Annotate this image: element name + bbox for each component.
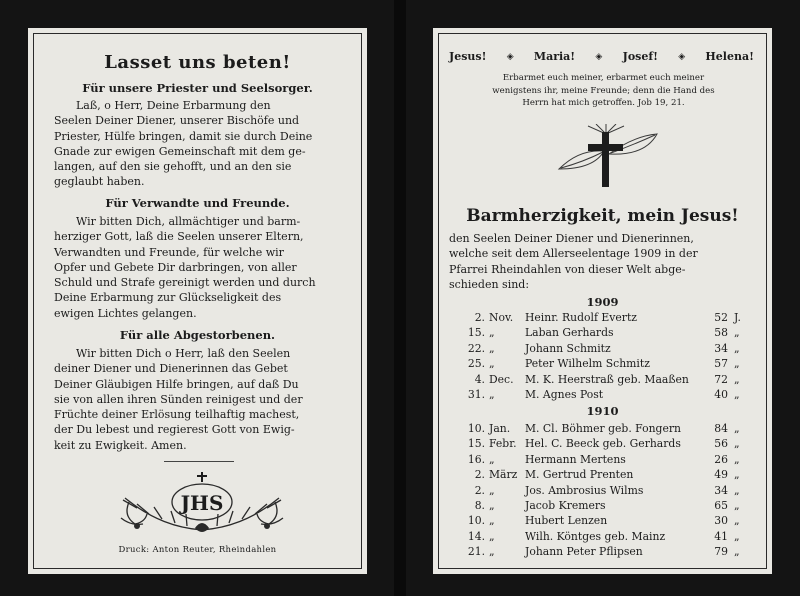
prayer-departed: Wir bitten Dich o Herr, laß den Seelen deiner Diener und Dienerinnen das Gebet Deiner Gläubigen Hilfe bringen, auf daß Du sie von allen ihren Sünden reinigest und der Früchte deiner Erlösung teilhaftig machest, der Du lebest und regierest Gott von Ewig- keit zu Ewigkeit. Amen. — [54, 347, 303, 452]
entry-name: M. K. Heerstraß geb. Maaßen — [525, 372, 689, 386]
entry-unit: „ — [734, 545, 740, 559]
entry-age: 57 — [714, 357, 728, 371]
deceased-entry — [445, 452, 756, 467]
deceased-entry — [445, 467, 756, 482]
entry-age: 84 — [714, 422, 728, 435]
entry-month: „ — [489, 387, 495, 401]
entry-name: M. Cl. Böhmer geb. Fongern — [525, 422, 681, 435]
deceased-entry — [445, 529, 756, 544]
entry-age: 34 — [714, 341, 728, 355]
deceased-entry — [445, 387, 756, 402]
entry-month: „ — [489, 357, 495, 371]
invocation-helena: Helena! — [705, 50, 754, 63]
entry-name: Wilh. Köntges geb. Mainz — [525, 529, 666, 543]
entry-unit: „ — [734, 387, 740, 401]
section-heading-departed: Für alle Abgestorbenen. — [119, 328, 276, 342]
entry-age: 26 — [714, 452, 728, 466]
entry-day: 22. — [467, 341, 485, 355]
entry-unit: J. — [734, 311, 741, 324]
entry-age: 79 — [714, 545, 728, 559]
entry-day: 2. — [474, 311, 485, 324]
deceased-entry — [445, 513, 756, 528]
entry-unit: „ — [734, 372, 740, 386]
entry-age: 65 — [714, 498, 728, 512]
deceased-entry — [445, 483, 756, 498]
entry-name: Peter Wilhelm Schmitz — [525, 357, 650, 371]
entry-day: 2. — [474, 483, 485, 497]
scripture-quote: Erbarmet euch meiner, erbarmet euch meiner wenigstens ihr, meine Freunde; denn die Hand des Herrn hat mich getroffen. Job 19, 21. — [492, 73, 715, 108]
entry-age: 58 — [714, 326, 728, 340]
entry-name: M. Gertrud Prenten — [525, 468, 634, 482]
entry-age: 30 — [714, 514, 728, 528]
right-page-frame — [438, 33, 767, 569]
year-heading-1910: 1910 — [586, 404, 619, 418]
deceased-entry — [445, 356, 756, 371]
entry-month: Nov. — [489, 311, 514, 324]
entry-unit: „ — [734, 529, 740, 543]
entry-unit: „ — [734, 514, 740, 528]
entry-name: Johann Peter Pflipsen — [525, 545, 643, 559]
entry-month: Febr. — [489, 437, 517, 451]
entry-unit: „ — [734, 357, 740, 371]
entry-day: 10. — [467, 422, 485, 435]
entry-month: „ — [489, 326, 495, 340]
entry-day: 8. — [474, 498, 485, 512]
invocation-maria: Maria! — [533, 50, 576, 63]
diamond-ornament-icon: ◈ — [506, 51, 514, 62]
card-fold — [394, 0, 406, 596]
invocation-jesus: Jesus! — [449, 50, 487, 63]
entry-day: 14. — [467, 529, 485, 543]
entry-name: Johann Schmitz — [525, 341, 611, 355]
entry-age: 72 — [714, 372, 728, 386]
prayer-relatives: Wir bitten Dich, allmächtiger und barm- herziger Gott, laß die Seelen unserer Eltern, Verwandten und Freunde, für welche wir Opfer und Gebete Dir darbringen, von aller Schuld und Strafe gereinigt werden und durch Deine Erbarmung zur Glückseligkeit des ewigen Lichtes gelangen. — [54, 215, 316, 320]
entry-name: Jos. Ambrosius Wilms — [525, 483, 644, 497]
entry-name: Jacob Kremers — [525, 498, 606, 512]
invocation-row — [449, 50, 754, 63]
entry-age: 40 — [714, 387, 728, 401]
entry-name: Hel. C. Beeck geb. Gerhards — [525, 437, 681, 451]
entry-day: 31. — [467, 387, 485, 401]
entry-unit: „ — [734, 498, 740, 512]
entry-age: 49 — [714, 468, 728, 482]
printer-credit: Druck: Anton Reuter, Rheindahlen — [118, 545, 277, 555]
deceased-entry — [445, 421, 756, 436]
left-page-frame — [33, 33, 362, 569]
entry-age: 34 — [714, 483, 728, 497]
prayer-priests: Laß, o Herr, Deine Erbarmung den Seelen Deiner Diener, unserer Bischöfe und Priester, Hülfe bringen, damit sie durch Deine Gnade zur ewigen Gemeinschaft mit dem ge- langen, auf den sie gehofft, und an den sie geglaubt haben. — [54, 99, 313, 189]
diamond-ornament-icon: ◈ — [678, 51, 686, 62]
deceased-list-1910 — [445, 421, 756, 560]
entry-month: „ — [489, 498, 495, 512]
entry-unit: „ — [734, 483, 740, 497]
entry-day: 21. — [467, 545, 485, 559]
entry-month: „ — [489, 545, 495, 559]
invocation-josef: Josef! — [622, 50, 658, 63]
entry-age: 41 — [714, 529, 728, 543]
entry-name: Heinr. Rudolf Evertz — [525, 311, 637, 324]
deceased-list-1909 — [445, 310, 756, 402]
entry-month: „ — [489, 452, 495, 466]
deceased-entry — [445, 544, 756, 559]
entry-month: „ — [489, 483, 495, 497]
entry-name: M. Agnes Post — [525, 387, 604, 401]
deceased-entry — [445, 436, 756, 451]
deceased-entry — [445, 372, 756, 387]
entry-name: Hubert Lenzen — [525, 514, 608, 528]
entry-month: „ — [489, 514, 495, 528]
entry-day: 15. — [467, 437, 485, 451]
entry-unit: „ — [734, 437, 740, 451]
entry-month: Jan. — [489, 422, 511, 435]
deceased-entry — [445, 498, 756, 513]
entry-unit: „ — [734, 326, 740, 340]
entry-month: März — [489, 468, 518, 482]
entry-day: 15. — [467, 326, 485, 340]
entry-day: 2. — [474, 468, 485, 482]
right-page — [433, 28, 772, 574]
entry-age: 56 — [714, 437, 728, 451]
entry-name: Hermann Mertens — [525, 452, 626, 466]
entry-unit: „ — [734, 468, 740, 482]
cross-with-palm-icon — [549, 124, 664, 189]
year-heading-1909: 1909 — [586, 295, 619, 309]
entry-age: 52 — [714, 311, 728, 324]
entry-name: Laban Gerhards — [525, 326, 614, 340]
jhs-monogram: JHS — [180, 491, 224, 515]
entry-unit: „ — [734, 341, 740, 355]
entry-day: 16. — [467, 452, 485, 466]
entry-month: „ — [489, 341, 495, 355]
entry-month: „ — [489, 529, 495, 543]
mercy-title: Barmherzigkeit, mein Jesus! — [466, 206, 739, 226]
diamond-ornament-icon: ◈ — [595, 51, 603, 62]
section-heading-relatives: Für Verwandte und Freunde. — [105, 196, 290, 210]
deceased-entry — [445, 325, 756, 340]
divider — [164, 461, 234, 462]
entry-unit: „ — [734, 422, 740, 435]
section-heading-priests: Für unsere Priester und Seelsorger. — [82, 81, 313, 95]
jhs-wreath-emblem — [107, 468, 297, 543]
entry-day: 25. — [467, 357, 485, 371]
left-page — [28, 28, 367, 574]
deceased-entry — [445, 310, 756, 325]
intro-text: den Seelen Deiner Diener und Dienerinnen, welche seit dem Allerseelentage 1909 in der Pfarrei Rheindahlen von dieser Welt abge- schieden sind: — [449, 232, 698, 291]
entry-month: Dec. — [489, 372, 514, 386]
page-title: Lasset uns beten! — [104, 52, 291, 73]
deceased-entry — [445, 341, 756, 356]
entry-unit: „ — [734, 452, 740, 466]
entry-day: 4. — [474, 372, 485, 386]
entry-day: 10. — [467, 514, 485, 528]
